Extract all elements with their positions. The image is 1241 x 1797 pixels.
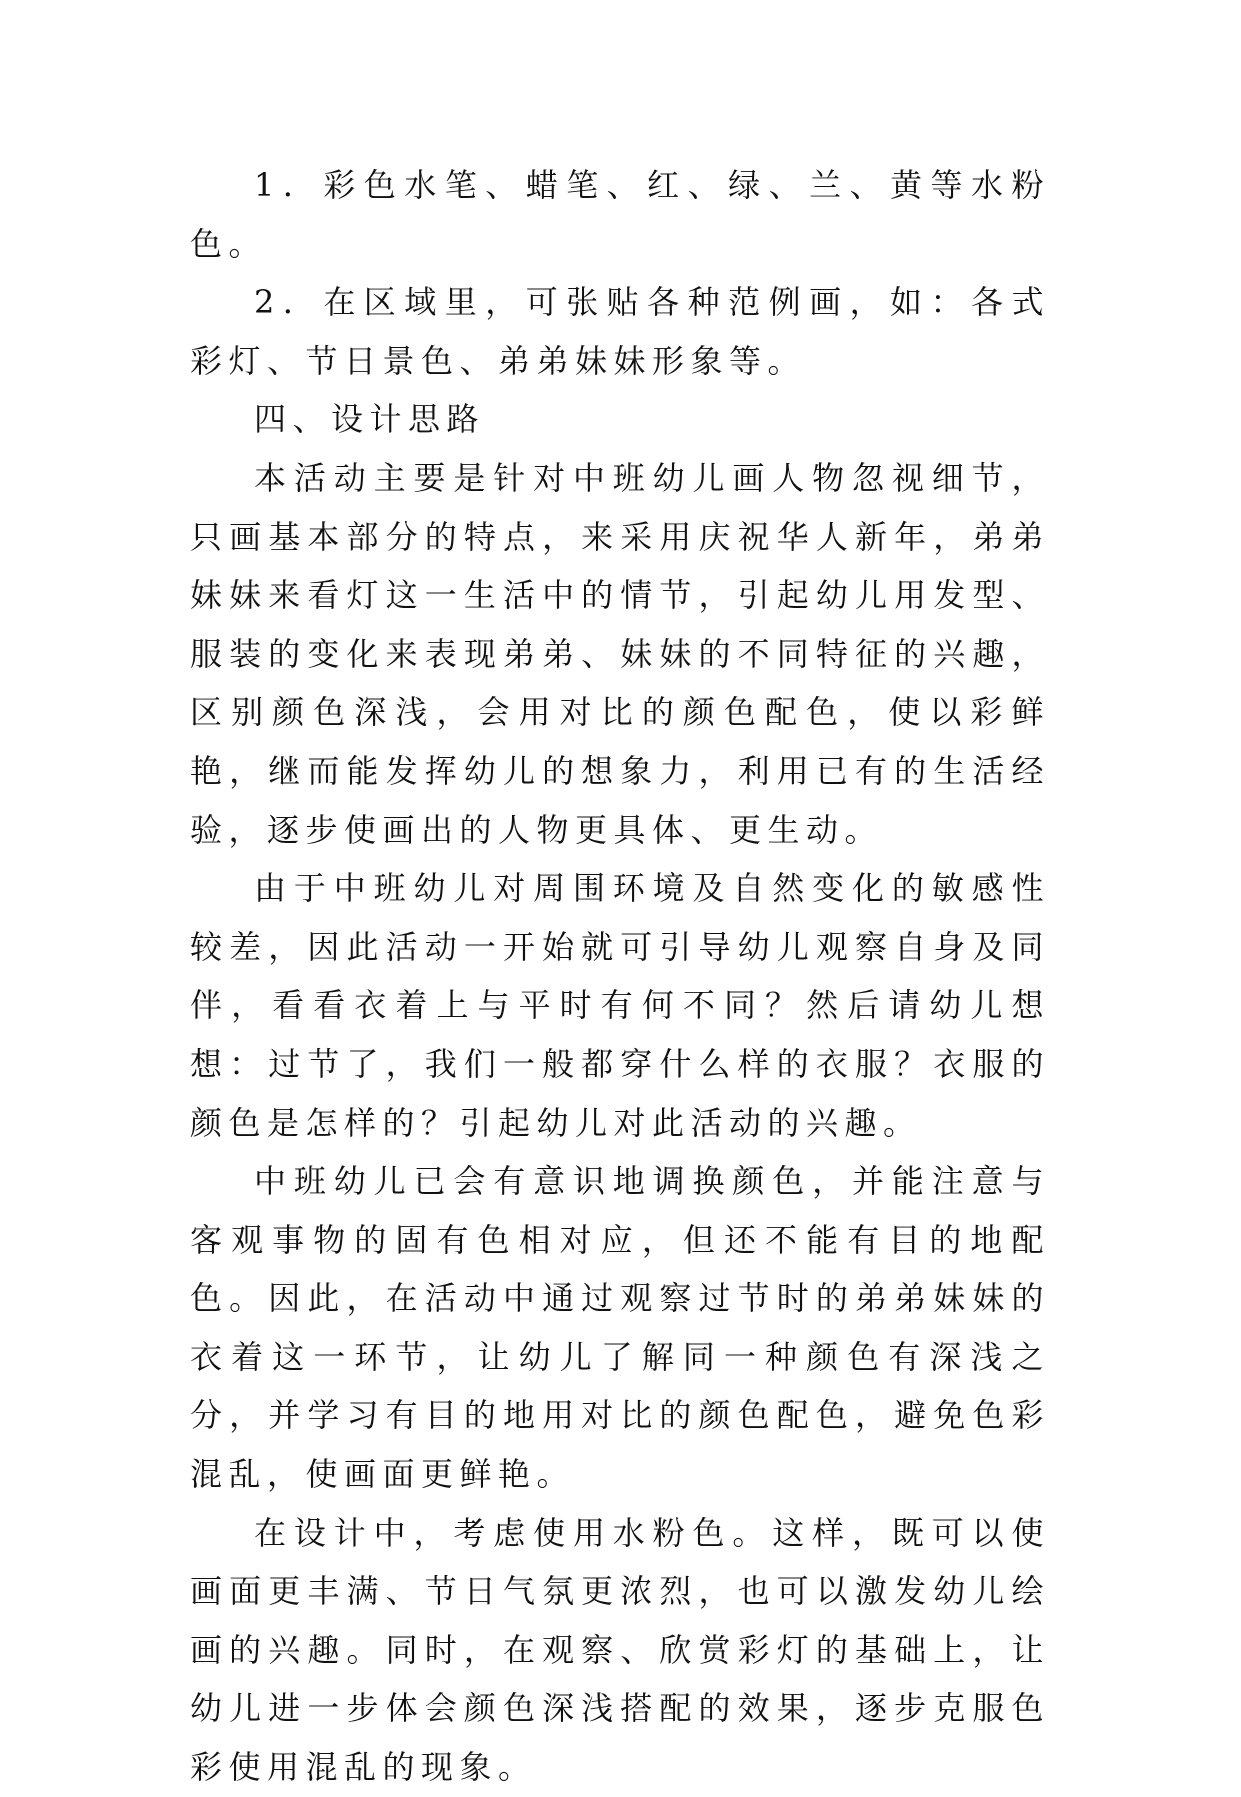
document-body <box>190 156 1050 1797</box>
paragraph-design-2: 由于中班幼儿对周围环境及自然变化的敏感性较差，因此活动一开始就可引导幼儿观察自身及同伴，看看衣着上与平时有何不同？然后请幼儿想想：过节了，我们一般都穿什么样的衣服？衣服的颜色是怎样的？引起幼儿对此活动的兴趣。 <box>190 869 1050 1142</box>
paragraph-design-1: 本活动主要是针对中班幼儿画人物忽视细节，只画基本部分的特点，来采用庆祝华人新年，弟弟妹妹来看灯这一生活中的情节，引起幼儿用发型、服装的变化来表现弟弟、妹妹的不同特征的兴趣，区别颜色深浅，会用对比的颜色配色，使以彩鲜艳，继而能发挥幼儿的想象力，利用已有的生活经验，逐步使画出的人物更具体、更生动。 <box>190 458 1050 849</box>
paragraph-design-3: 中班幼儿已会有意识地调换颜色，并能注意与客观事物的固有色相对应，但还不能有目的地配色。因此，在活动中通过观察过节时的弟弟妹妹的衣着这一环节，让幼儿了解同一种颜色有深浅之分，并学习有目的地用对比的颜色配色，避免色彩混乱，使画面更鲜艳。 <box>190 1162 1050 1494</box>
paragraph-materials-2: 2．在区域里，可张贴各种范例画，如：各式彩灯、节日景色、弟弟妹妹形象等。 <box>190 283 1050 380</box>
paragraph-materials-1: 1．彩色水笔、蜡笔、红、绿、兰、黄等水粉色。 <box>190 166 1050 263</box>
section-heading-design-idea: 四、设计思路 <box>254 400 486 439</box>
paragraph-design-4: 在设计中，考虑使用水粉色。这样，既可以使画面更丰满、节日气氛更浓烈，也可以激发幼儿绘画的兴趣。同时，在观察、欣赏彩灯的基础上，让幼儿进一步体会颜色深浅搭配的效果，逐步克服色彩使用混乱的现象。 <box>190 1513 1050 1787</box>
